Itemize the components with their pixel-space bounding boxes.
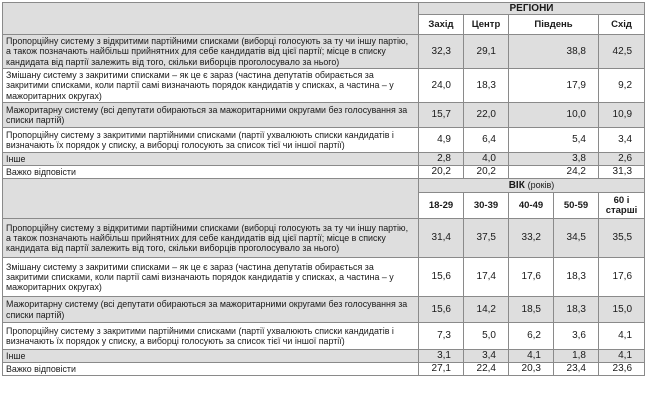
cell-60-plus: 35,5: [599, 219, 645, 258]
cell-center: 29,1: [464, 35, 509, 69]
cell-18-29: 15,6: [419, 258, 464, 297]
age-row-majoritarian: [3, 297, 645, 323]
cell-east: 2,6: [599, 153, 645, 166]
cell-west: 4,9: [419, 128, 464, 153]
age-header-blank: [3, 179, 419, 219]
cell-30-39: 22,4: [464, 363, 509, 376]
cell-west: 32,3: [419, 35, 464, 69]
row-label: Мажоритарну систему (всі депутати обираються за мажоритарними округами без голосування за списки партій): [3, 103, 419, 128]
regions-col-east: Схід: [599, 15, 645, 35]
cell-40-49: 20,3: [509, 363, 554, 376]
cell-30-39: 17,4: [464, 258, 509, 297]
cell-50-59: 34,5: [554, 219, 599, 258]
cell-18-29: 27,1: [419, 363, 464, 376]
cell-40-49: 17,6: [509, 258, 554, 297]
cell-30-39: 37,5: [464, 219, 509, 258]
age-col-30-39: 30-39: [464, 193, 509, 219]
cell-50-59: 3,6: [554, 323, 599, 350]
regions-row-other: [3, 153, 645, 166]
age-group-label: ВІК: [508, 180, 525, 191]
cell-center: 22,0: [464, 103, 509, 128]
age-col-40-49: 40-49: [509, 193, 554, 219]
cell-60-plus: 17,6: [599, 258, 645, 297]
cell-18-29: 15,6: [419, 297, 464, 323]
cell-south: 3,8: [509, 153, 599, 166]
cell-50-59: 18,3: [554, 297, 599, 323]
cell-18-29: 3,1: [419, 350, 464, 363]
row-label: Пропорційну систему з відкритими партійними списками (виборці голосують за ту чи іншу партію, а також позначають найбільш прийнятних для себе кандидатів від цієї партії; місце в списку кандидата від партії залежить від того, скільки виборців проголосувало за нього): [3, 35, 419, 69]
cell-50-59: 1,8: [554, 350, 599, 363]
row-label: Змішану систему з закритими списками – як це є зараз (частина депутатів обирається за закритими списками, коли партії самі визначають порядок кандидатів у списках, а частина – у мажоритарних округах): [3, 69, 419, 103]
cell-30-39: 5,0: [464, 323, 509, 350]
cell-40-49: 33,2: [509, 219, 554, 258]
cell-east: 3,4: [599, 128, 645, 153]
cell-50-59: 23,4: [554, 363, 599, 376]
row-label: Пропорційну систему з закритими партійними списками (партії ухвалюють списки кандидатів і визначають їх порядок у списку, а виборці голосують за список тієї чи іншої партії): [3, 128, 419, 153]
cell-south: 10,0: [509, 103, 599, 128]
age-row-hard-to-say: [3, 363, 645, 376]
cell-south: 17,9: [509, 69, 599, 103]
cell-30-39: 3,4: [464, 350, 509, 363]
cell-40-49: 18,5: [509, 297, 554, 323]
row-label: Важко відповісти: [3, 363, 419, 376]
cell-east: 42,5: [599, 35, 645, 69]
age-col-18-29: 18-29: [419, 193, 464, 219]
row-label: Пропорційну систему з закритими партійними списками (партії ухвалюють списки кандидатів і визначають їх порядок у списку, а виборці голосують за список тієї чи іншої партії): [3, 323, 419, 350]
cell-60-plus: 23,6: [599, 363, 645, 376]
regions-row-mixed: [3, 69, 645, 103]
age-row-closed-lists: [3, 323, 645, 350]
age-col-60-line1: 60 і: [613, 194, 630, 206]
row-label: Інше: [3, 350, 419, 363]
age-row-mixed: [3, 258, 645, 297]
cell-east: 10,9: [599, 103, 645, 128]
row-label: Інше: [3, 153, 419, 166]
age-col-60-plus: [599, 193, 645, 219]
survey-table: [2, 2, 645, 376]
age-group-header: [419, 179, 645, 193]
cell-south: 24,2: [509, 166, 599, 179]
cell-18-29: 31,4: [419, 219, 464, 258]
row-label: Змішану систему з закритими списками – як це є зараз (частина депутатів обирається за закритими списками, коли партії самі визначають порядок кандидатів у списках, а частина – у мажоритарних округах): [3, 258, 419, 297]
cell-60-plus: 4,1: [599, 350, 645, 363]
cell-east: 31,3: [599, 166, 645, 179]
cell-center: 20,2: [464, 166, 509, 179]
row-label: Мажоритарну систему (всі депутати обираються за мажоритарними округами без голосування за списки партій): [3, 297, 419, 323]
age-row-open-lists: [3, 219, 645, 258]
regions-row-open-lists: [3, 35, 645, 69]
cell-west: 2,8: [419, 153, 464, 166]
cell-south: 5,4: [509, 128, 599, 153]
regions-header-blank: [3, 3, 419, 35]
cell-east: 9,2: [599, 69, 645, 103]
row-label: Пропорційну систему з відкритими партійними списками (виборці голосують за ту чи іншу партію, а також позначають найбільш прийнятних для себе кандидатів від цієї партії; місце в списку кандидата від партії залежить від того, скільки виборців проголосувало за нього): [3, 219, 419, 258]
age-col-50-59: 50-59: [554, 193, 599, 219]
cell-40-49: 4,1: [509, 350, 554, 363]
cell-west: 24,0: [419, 69, 464, 103]
cell-center: 18,3: [464, 69, 509, 103]
regions-col-south: Південь: [509, 15, 599, 35]
row-label: Важко відповісти: [3, 166, 419, 179]
age-row-other: [3, 350, 645, 363]
cell-west: 20,2: [419, 166, 464, 179]
cell-south: 38,8: [509, 35, 599, 69]
cell-30-39: 14,2: [464, 297, 509, 323]
regions-col-center: Центр: [464, 15, 509, 35]
regions-col-west: Захід: [419, 15, 464, 35]
regions-row-hard-to-say: [3, 166, 645, 179]
cell-west: 15,7: [419, 103, 464, 128]
cell-18-29: 7,3: [419, 323, 464, 350]
cell-60-plus: 15,0: [599, 297, 645, 323]
cell-center: 6,4: [464, 128, 509, 153]
age-group-suffix: (років): [527, 180, 555, 190]
age-col-60-line2: старші: [605, 204, 638, 216]
cell-50-59: 18,3: [554, 258, 599, 297]
cell-60-plus: 4,1: [599, 323, 645, 350]
regions-row-majoritarian: [3, 103, 645, 128]
cell-center: 4,0: [464, 153, 509, 166]
regions-group-header: РЕГІОНИ: [419, 3, 645, 15]
cell-40-49: 6,2: [509, 323, 554, 350]
regions-row-closed-lists: [3, 128, 645, 153]
